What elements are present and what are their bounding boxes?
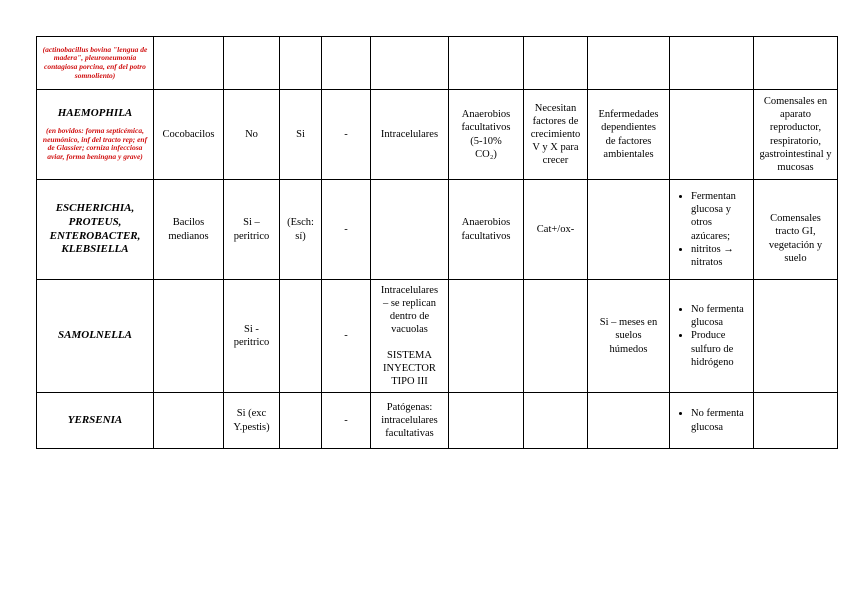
biochem-cell <box>670 90 754 180</box>
table-row-actinobacillus <box>37 37 838 90</box>
genus-cell <box>37 180 154 280</box>
cell <box>524 37 588 90</box>
text-line: CO₂) <box>475 148 497 160</box>
dash-cell: - <box>322 280 371 393</box>
location-cell: Intracelulares <box>371 90 449 180</box>
habitat-cell: Comensales tracto GI, vegetación y suelo <box>754 180 838 280</box>
cell <box>371 37 449 90</box>
motility-cell <box>224 180 280 280</box>
bacteria-table <box>36 36 838 449</box>
text-line: (5-10% <box>470 135 502 147</box>
environment-cell <box>588 393 670 449</box>
dash-cell: - <box>322 393 371 449</box>
text-line: Intracelulares <box>380 284 439 296</box>
motility-cell: No <box>224 90 280 180</box>
text-line: crecimiento <box>530 128 581 140</box>
biochem-list <box>673 303 750 369</box>
cell <box>280 37 322 90</box>
genus-cell <box>37 90 154 180</box>
location-cell <box>371 393 449 449</box>
text-line: – se replican <box>382 297 437 309</box>
text-line: de factores <box>605 135 652 147</box>
genus-cell: SAMOLNELLA <box>37 280 154 393</box>
text-line: Enfermedades <box>598 109 659 121</box>
text-line: Anaerobios <box>461 109 511 121</box>
growth-cell <box>524 90 588 180</box>
morphology-cell <box>154 393 224 449</box>
text-line: Si – meses en <box>599 317 658 329</box>
text-line: Si (exc <box>236 408 267 420</box>
capsule-cell <box>280 180 322 280</box>
genus-name: HAEMOPHILA <box>57 107 133 120</box>
oxygen-cell <box>449 90 524 180</box>
environment-cell <box>588 90 670 180</box>
list-item: • Produce sulfuro de hidrógeno <box>691 329 750 368</box>
motility-cell <box>224 393 280 449</box>
text-line: INYECTOR <box>383 363 436 375</box>
habitat-cell <box>754 280 838 393</box>
cell <box>154 37 224 90</box>
dash-cell: - <box>322 180 371 280</box>
text-line: peritrico <box>233 230 270 242</box>
text-line: dependientes <box>601 122 656 134</box>
morphology-cell <box>154 180 224 280</box>
cell <box>754 37 838 90</box>
biochem-list <box>673 190 750 269</box>
growth-cell <box>524 393 588 449</box>
text-line: sí) <box>295 230 306 242</box>
text-line: factores de <box>532 115 579 127</box>
list-item: • No fermenta glucosa <box>691 407 750 433</box>
biochem-cell <box>670 393 754 449</box>
cell <box>670 37 754 90</box>
oxygen-cell <box>449 280 524 393</box>
genus-name: ESCHERICHIA, <box>55 202 135 214</box>
genus-cell: YERSENIA <box>37 393 154 449</box>
location-cell <box>371 180 449 280</box>
disease-note: (actinobacillus bovina "lengua de madera", pleuroneumonía contagiosa porcina, enf del potro somnoliento) <box>42 44 148 80</box>
text-line: Anaerobios <box>461 217 511 229</box>
habitat-cell <box>754 393 838 449</box>
text-line: Si - <box>244 323 259 335</box>
genus-cell <box>37 37 154 90</box>
growth-cell <box>524 280 588 393</box>
text-line: dentro de <box>389 310 430 322</box>
motility-cell <box>224 280 280 393</box>
text-line: V y X para <box>532 142 579 154</box>
cell <box>322 37 371 90</box>
oxygen-cell <box>449 393 524 449</box>
habitat-cell: Comensales en aparato reproductor, respiratorio, gastrointestinal y mucosas <box>754 90 838 180</box>
oxygen-cell <box>449 180 524 280</box>
text-line: SISTEMA <box>387 350 432 362</box>
text-line: Si – <box>243 217 260 229</box>
list-item: • Fermentan glucosa y otros azúcares; <box>691 190 750 243</box>
growth-cell: Cat+/ox- <box>524 180 588 280</box>
text-line: vacuolas <box>391 323 428 335</box>
text-line: crecer <box>542 155 569 167</box>
table-row-escherichia <box>37 180 838 280</box>
text-line: facultativas <box>385 428 434 440</box>
text-line: Y.pestis) <box>233 421 270 433</box>
text-line: TIPO III <box>391 376 428 388</box>
environment-cell <box>588 280 670 393</box>
text-line: Bacilos <box>172 217 205 229</box>
text-line: facultativos <box>461 122 511 134</box>
text-line: suelos <box>615 330 642 342</box>
biochem-cell <box>670 180 754 280</box>
text-line: peritrico <box>233 337 270 348</box>
capsule-cell <box>280 280 322 393</box>
disease-note: (en bovidos: forma septicémica, neumónico, inf del tracto rep; enf de Glassier; corniza infecciosa aviar, forma beningna y grave) <box>42 126 148 161</box>
morphology-cell <box>154 280 224 393</box>
cell <box>224 37 280 90</box>
location-cell <box>371 280 449 393</box>
text-line: intracelulares <box>381 414 438 426</box>
text-line: medianos <box>168 230 209 242</box>
cell <box>449 37 524 90</box>
morphology-cell: Cocobacilos <box>154 90 224 180</box>
text-line: húmedos <box>609 343 648 355</box>
text-line: ambientales <box>603 148 654 160</box>
biochem-list <box>673 407 750 433</box>
table-row-yersenia <box>37 393 838 449</box>
genus-name: PROTEUS, <box>68 215 122 228</box>
genus-name: KLEBSIELLA <box>61 243 129 256</box>
cell <box>588 37 670 90</box>
list-item: • No fermenta glucosa <box>691 303 750 329</box>
dash-cell: - <box>322 90 371 180</box>
table-row-samolnella <box>37 280 838 393</box>
text-line: Patógenas: <box>386 401 433 413</box>
environment-cell <box>588 180 670 280</box>
text-line: (Esch: <box>287 217 314 229</box>
text-line: Necesitan <box>534 102 577 114</box>
table-row-haemophila <box>37 90 838 180</box>
capsule-cell <box>280 393 322 449</box>
capsule-cell: Si <box>280 90 322 180</box>
text-line <box>374 336 445 349</box>
biochem-cell <box>670 280 754 393</box>
genus-name: ENTEROBACTER, <box>49 229 141 242</box>
text-line: facultativos <box>461 230 511 242</box>
list-item: • nitritos → nitratos <box>691 243 750 269</box>
